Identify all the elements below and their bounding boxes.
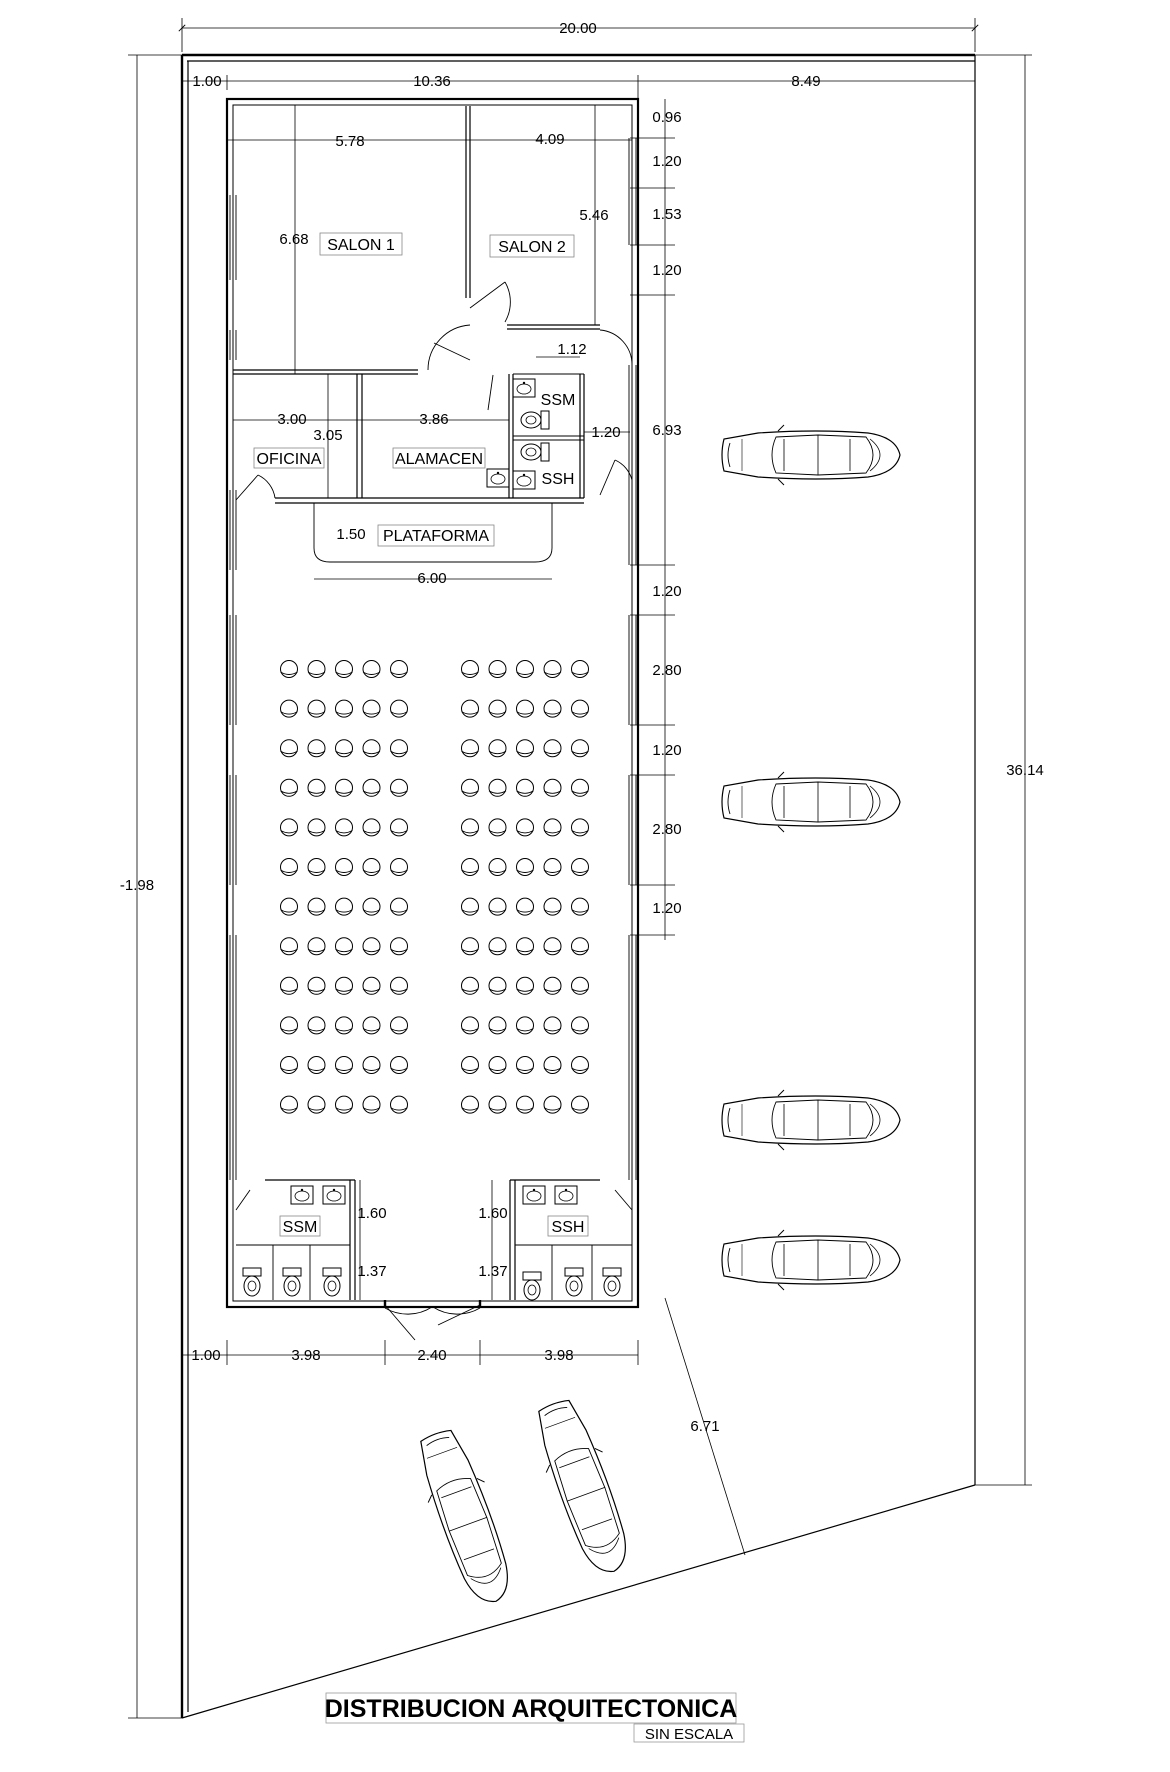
room-labels: [254, 233, 588, 1236]
room-salon-1: SALON 1: [327, 237, 395, 254]
chair: [308, 859, 325, 876]
dim-right-9: 2.80: [652, 821, 682, 838]
chair: [281, 819, 298, 836]
chair: [363, 977, 380, 994]
dim-right-2: 1.20: [652, 153, 682, 170]
chair: [517, 661, 534, 678]
room-ssh-bottom: SSH: [551, 1219, 585, 1236]
chair: [517, 700, 534, 717]
dim-bottom-left: 3.98: [291, 1347, 321, 1364]
room-plataforma: PLATAFORMA: [382, 528, 490, 545]
chair: [308, 938, 325, 955]
chair: [363, 1057, 380, 1074]
chair: [336, 779, 353, 796]
dim-salon2-width: 4.09: [535, 131, 565, 148]
dim-oficina-width: 3.00: [277, 411, 307, 428]
dim-bath-left-2: 1.37: [357, 1263, 387, 1280]
chair: [391, 898, 408, 915]
chair: [572, 1017, 589, 1034]
chair: [517, 819, 534, 836]
dim-diagonal: 6.71: [690, 1418, 720, 1435]
chair: [308, 1017, 325, 1034]
chair: [517, 1057, 534, 1074]
parking-cars: [407, 425, 900, 1612]
dim-top-right: 8.49: [791, 73, 821, 90]
chair: [572, 700, 589, 717]
chair: [544, 1096, 561, 1113]
chair: [281, 740, 298, 757]
chair: [391, 938, 408, 955]
chair: [281, 661, 298, 678]
chair: [308, 700, 325, 717]
chair: [281, 938, 298, 955]
dim-right-5: 6.93: [652, 422, 682, 439]
dim-plataforma-depth: 1.50: [336, 526, 366, 543]
chair: [281, 859, 298, 876]
chair: [572, 740, 589, 757]
chair: [363, 938, 380, 955]
dim-right-10: 1.20: [652, 900, 682, 917]
chair: [489, 779, 506, 796]
chair: [391, 661, 408, 678]
room-ssh-top: SSH: [541, 471, 575, 488]
chair: [544, 977, 561, 994]
chair: [363, 1017, 380, 1034]
chair: [489, 740, 506, 757]
chair: [462, 938, 479, 955]
room-alamacen: ALAMACEN: [394, 451, 484, 468]
dim-ssm-width: 1.20: [591, 424, 621, 441]
chair: [544, 1017, 561, 1034]
dim-salon2-height: 5.46: [579, 207, 609, 224]
chair: [391, 779, 408, 796]
chair: [489, 1017, 506, 1034]
chair: [572, 1096, 589, 1113]
chair: [517, 1096, 534, 1113]
chair: [281, 1096, 298, 1113]
chair: [572, 779, 589, 796]
chair: [363, 1096, 380, 1113]
chair: [572, 859, 589, 876]
chair: [336, 700, 353, 717]
chair: [572, 1057, 589, 1074]
chair: [363, 700, 380, 717]
chair: [489, 859, 506, 876]
chair: [462, 1057, 479, 1074]
chair: [462, 1096, 479, 1113]
chair: [544, 819, 561, 836]
chair: [544, 661, 561, 678]
chair: [281, 898, 298, 915]
chair: [308, 779, 325, 796]
dim-bottom-margin: 1.00: [191, 1347, 221, 1364]
chair: [336, 859, 353, 876]
chair: [489, 898, 506, 915]
chair: [281, 779, 298, 796]
chair: [489, 977, 506, 994]
chair: [391, 1096, 408, 1113]
chair: [489, 1057, 506, 1074]
chair: [281, 1017, 298, 1034]
chair: [336, 1096, 353, 1113]
chair: [336, 898, 353, 915]
dim-right-total: 36.14: [1006, 762, 1044, 779]
dim-bath-left-1: 1.60: [357, 1205, 387, 1222]
chair: [462, 977, 479, 994]
chair: [336, 819, 353, 836]
chair: [391, 740, 408, 757]
chair: [517, 779, 534, 796]
chair: [308, 819, 325, 836]
chair: [489, 700, 506, 717]
room-oficina: OFICINA: [256, 451, 322, 468]
chair: [308, 1096, 325, 1113]
room-ssm-bottom: SSM: [282, 1219, 318, 1236]
chair: [544, 898, 561, 915]
dim-salon1-width: 5.78: [335, 133, 365, 150]
chair: [336, 1057, 353, 1074]
chair: [363, 740, 380, 757]
chair: [336, 1017, 353, 1034]
chair: [391, 1017, 408, 1034]
chair: [391, 859, 408, 876]
chair: [363, 898, 380, 915]
chair: [281, 977, 298, 994]
dim-left-total: -1.98: [119, 877, 155, 894]
chair: [336, 661, 353, 678]
chair: [489, 1096, 506, 1113]
dim-right-6: 1.20: [652, 583, 682, 600]
chair: [308, 740, 325, 757]
chair: [544, 859, 561, 876]
dim-right-3: 1.53: [652, 206, 682, 223]
dim-right-7: 2.80: [652, 662, 682, 679]
chair: [336, 740, 353, 757]
chair: [544, 938, 561, 955]
chair: [544, 740, 561, 757]
chair: [517, 859, 534, 876]
chair: [517, 1017, 534, 1034]
dim-bath-right-1: 1.60: [478, 1205, 508, 1222]
chair: [572, 977, 589, 994]
chair: [308, 1057, 325, 1074]
seating-area: [281, 661, 589, 1114]
dim-salon1-height: 6.68: [279, 231, 309, 248]
dim-top-building: 10.36: [413, 73, 451, 90]
chair: [462, 779, 479, 796]
chair: [391, 700, 408, 717]
chair: [391, 819, 408, 836]
chair: [489, 661, 506, 678]
chair: [462, 859, 479, 876]
chair: [572, 898, 589, 915]
title-block: [325, 1693, 744, 1743]
chair: [462, 700, 479, 717]
chair: [489, 938, 506, 955]
chair: [308, 977, 325, 994]
chair: [462, 819, 479, 836]
chair: [517, 740, 534, 757]
chair: [308, 661, 325, 678]
chair: [336, 938, 353, 955]
dim-bottom-right: 3.98: [544, 1347, 574, 1364]
dim-bath-right-2: 1.37: [478, 1263, 508, 1280]
chair: [391, 977, 408, 994]
dim-right-1: 0.96: [652, 109, 682, 126]
chair: [544, 700, 561, 717]
building-walls: [227, 99, 638, 1340]
chair: [363, 661, 380, 678]
chair: [281, 700, 298, 717]
chair: [462, 661, 479, 678]
chair: [363, 779, 380, 796]
chair: [489, 819, 506, 836]
chair: [462, 1017, 479, 1034]
chair: [308, 898, 325, 915]
chair: [363, 819, 380, 836]
room-ssm-top: SSM: [540, 392, 576, 409]
chair: [391, 1057, 408, 1074]
dim-oficina-height: 3.05: [313, 427, 343, 444]
chair: [517, 938, 534, 955]
chair: [544, 779, 561, 796]
chair: [517, 977, 534, 994]
dim-top-total: 20.00: [559, 20, 597, 37]
drawing-title: DISTRIBUCION ARQUITECTONICA: [324, 1695, 738, 1723]
dim-bottom-door: 2.40: [417, 1347, 447, 1364]
room-salon-2: SALON 2: [498, 239, 566, 256]
chair: [281, 1057, 298, 1074]
chair: [336, 977, 353, 994]
chair: [363, 859, 380, 876]
dim-corridor: 1.12: [557, 341, 587, 358]
chair: [462, 740, 479, 757]
chair: [517, 898, 534, 915]
fixtures: [243, 379, 621, 1300]
scale-note: SIN ESCALA: [644, 1726, 734, 1743]
chair: [572, 661, 589, 678]
dim-right-4: 1.20: [652, 262, 682, 279]
dim-top-left-margin: 1.00: [192, 73, 222, 90]
dim-plataforma-width: 6.00: [417, 570, 447, 587]
chair: [544, 1057, 561, 1074]
dim-right-8: 1.20: [652, 742, 682, 759]
chair: [572, 819, 589, 836]
chair: [462, 898, 479, 915]
dim-alamacen-width: 3.86: [419, 411, 449, 428]
chair: [572, 938, 589, 955]
